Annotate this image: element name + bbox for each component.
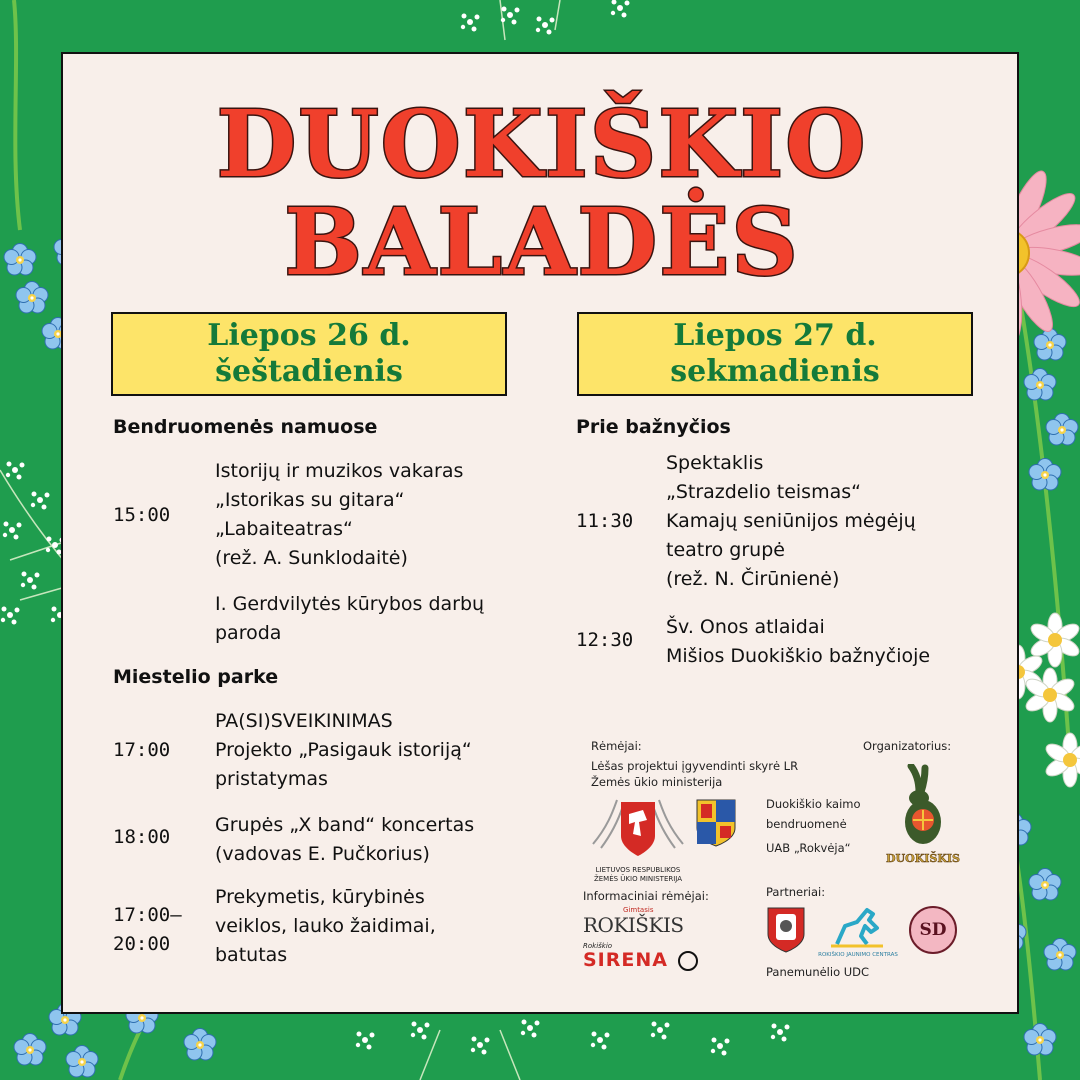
crest-icon <box>695 798 737 848</box>
event-time: 11:30 <box>576 510 634 532</box>
event-time: 15:00 <box>113 504 171 526</box>
day-weekday: šeštadienis <box>215 354 403 389</box>
organizer-logo: DUOKIŠKIS <box>885 764 961 864</box>
day-box-saturday <box>111 312 507 396</box>
event-time: 17:00– 20:00 <box>113 904 182 955</box>
program-card <box>61 52 1019 1014</box>
panemunelis-crest-logo <box>766 906 806 958</box>
venue-heading: Miestelio parke <box>113 666 279 688</box>
ministry-emblem-icon <box>583 796 693 862</box>
radio-wave-icon <box>678 951 698 971</box>
day-date: Liepos 26 d. <box>207 318 411 353</box>
day-date: Liepos 27 d. <box>673 318 877 353</box>
title-line-1: DUOKIŠKIO <box>216 90 868 198</box>
event-time: 18:00 <box>113 826 171 848</box>
event-description: Spektaklis „Strazdelio teismas“ Kamajų seniūnijos mėgėjų teatro grupė (rež. N. Čirūnienė) <box>666 452 916 590</box>
partners-label: Partneriai: <box>766 885 826 899</box>
info-sponsors-label: Informaciniai rėmėjai: <box>583 889 709 903</box>
event-description: Šv. Onos atlaidai Mišios Duokiškio bažnyčioje <box>666 616 931 667</box>
day-box-sunday <box>577 312 973 396</box>
day-weekday: sekmadienis <box>670 354 880 389</box>
venue-heading: Bendruomenės namuose <box>113 416 378 438</box>
sd-partner-logo: SD <box>909 906 957 954</box>
ministry-logo: LIETUVOS RESPUBLIKOS ŽEMĖS ŪKIO MINISTERIJA <box>583 796 693 876</box>
event-time: 17:00 <box>113 739 171 761</box>
event-description: Prekymetis, kūrybinės veiklos, lauko žaidimai, batutas <box>215 886 436 966</box>
regional-crest-logo <box>695 798 737 852</box>
venue-heading: Prie bažnyčios <box>576 416 731 438</box>
partner-name: Panemunėlio UDC <box>766 965 870 979</box>
youth-center-logo: ROKIŠKIO JAUNIMO CENTRAS <box>813 904 903 958</box>
sponsors-text: Lėšas projektui įgyvendinti skyrė LR Žemės ūkio ministerija <box>591 759 799 789</box>
community-name: Duokiškio kaimo bendruomenė <box>766 797 861 831</box>
event-description: I. Gerdvilytės kūrybos darbų paroda <box>215 593 485 644</box>
event-description: PA(SI)SVEIKINIMAS Projekto „Pasigauk istoriją“ pristatymas <box>215 710 472 790</box>
sirena-logo: Rokiškio SIRENA <box>583 942 703 971</box>
hare-icon <box>885 764 961 848</box>
title-line-2: BALADĖS <box>284 188 800 296</box>
event-description: Grupės „X band“ koncertas (vadovas E. Pučkorius) <box>215 814 475 865</box>
rokiskis-newspaper-logo: Gimtasis ROKIŠKIS <box>583 906 684 937</box>
company-name: UAB „Rokvėja“ <box>766 841 851 855</box>
event-description: Istorijų ir muzikos vakaras „Istorikas su gitara“ „Labaiteatras“ (rež. A. Sunklodaitė) <box>215 460 464 569</box>
organizer-label: Organizatorius: <box>863 739 952 753</box>
horse-icon <box>827 904 887 948</box>
event-time: 12:30 <box>576 629 634 651</box>
sponsors-label: Rėmėjai: <box>591 739 642 753</box>
shield-icon <box>766 906 806 954</box>
